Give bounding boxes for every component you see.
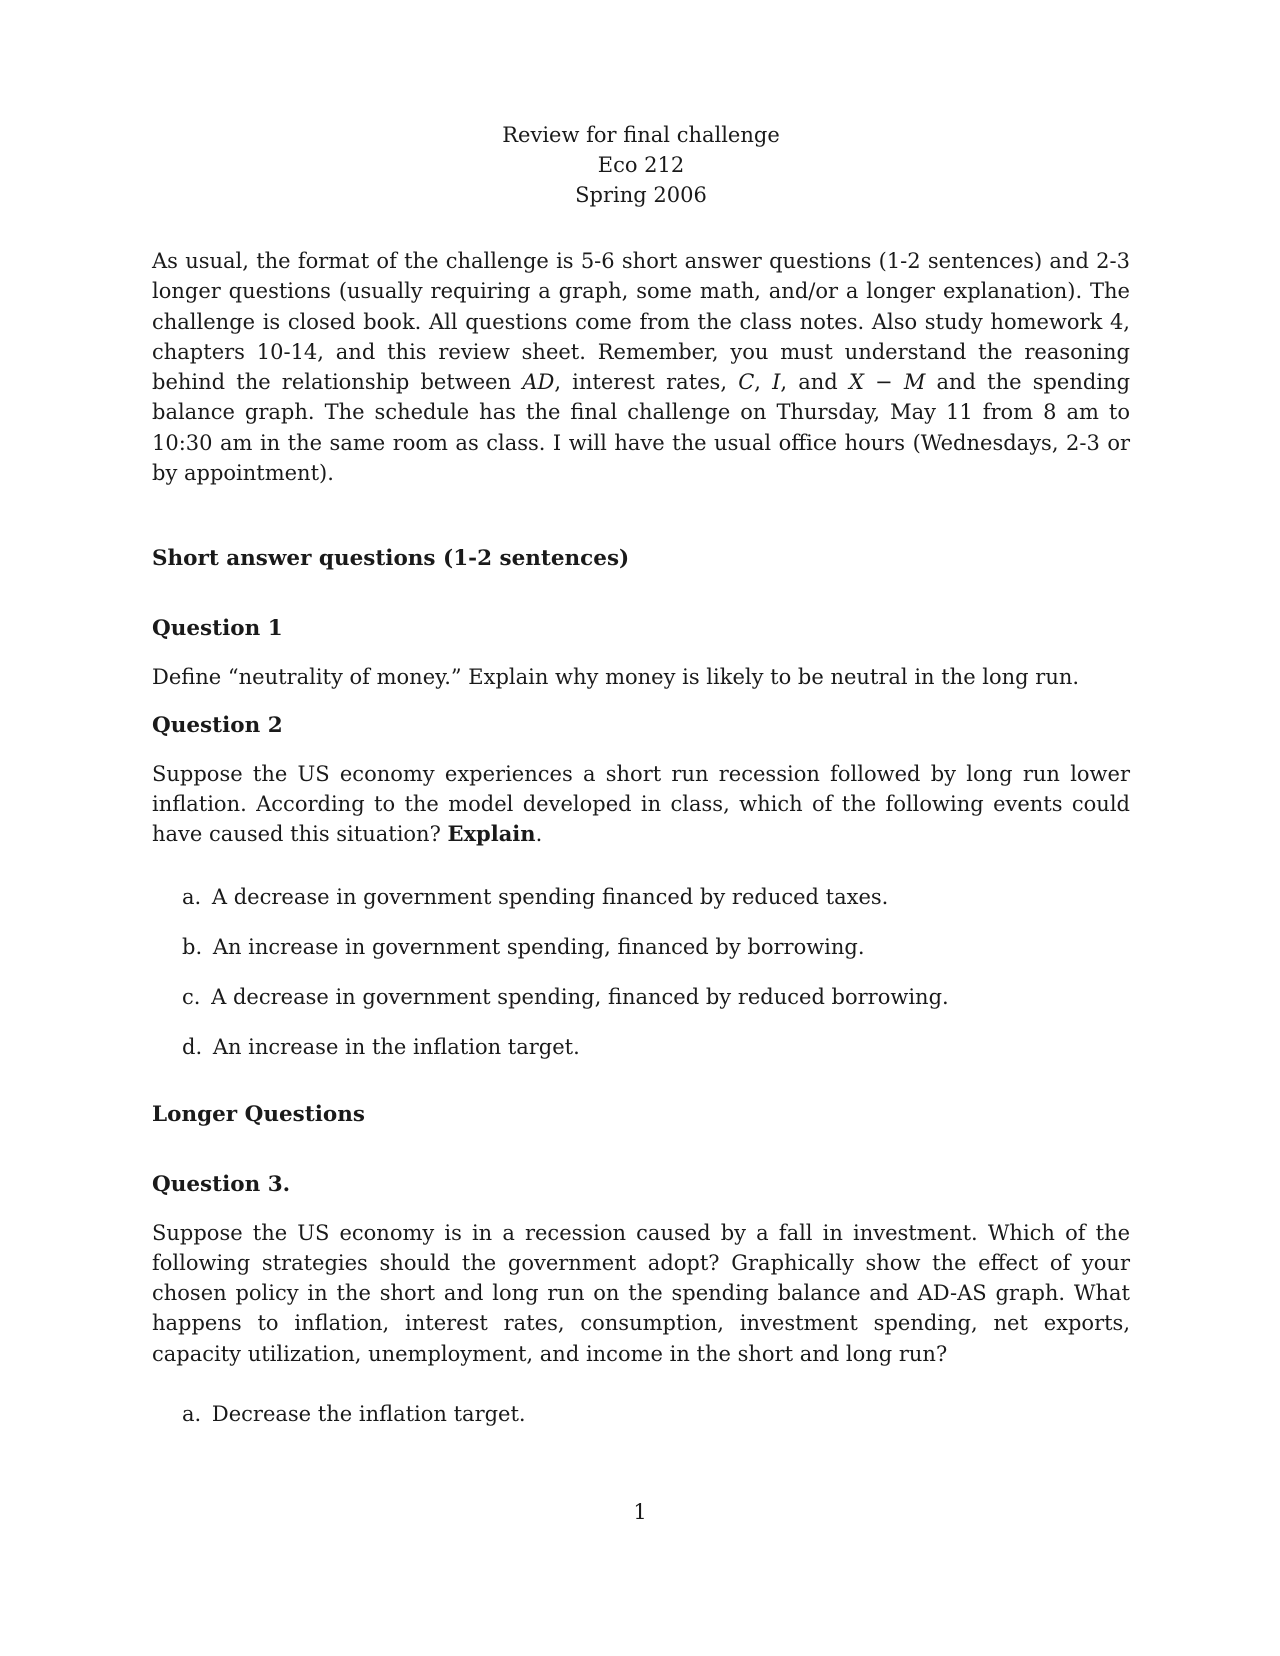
- question-3-title: Question 3.: [152, 1171, 291, 1197]
- choice-marker: a.: [182, 1402, 202, 1427]
- document-title: Review for final challenge: [502, 123, 780, 147]
- choice-text: Decrease the inflation target.: [211, 1402, 526, 1427]
- document-page: [152, 120, 1130, 1449]
- math-ad: AD: [522, 370, 555, 395]
- intro-sep-1: , interest rates,: [554, 370, 739, 395]
- short-answer-heading: Short answer questions (1-2 sentences): [152, 546, 630, 572]
- question-3-text: Suppose the US economy is in a recession caused by a fall in investment. Which of the following strategies should the government adopt? Graphically show the effect of your chosen policy in the short and long run on the spending balance and AD-AS graph. What happens to inflation, interest rates, consumption, investment spending, net exports, capacity utilization, unemployment, and income in the short and long run?: [152, 1220, 1130, 1366]
- course-name: Eco 212: [597, 153, 685, 177]
- question-3-choices: [152, 1399, 1130, 1429]
- page-number: 1: [633, 1500, 647, 1524]
- choice-text: An increase in government spending, financed by borrowing.: [212, 934, 865, 959]
- choice-marker: b.: [182, 934, 203, 959]
- list-item: [182, 982, 1130, 1012]
- list-item: [182, 932, 1130, 962]
- intro-paragraph: [152, 246, 1130, 488]
- choice-text: An increase in the inflation target.: [212, 1034, 580, 1059]
- choice-text: A decrease in government spending, financed by reduced borrowing.: [211, 984, 949, 1009]
- list-item: [182, 1032, 1130, 1062]
- intro-sep-2: ,: [754, 370, 773, 395]
- question-2-emphasis: Explain: [447, 821, 536, 847]
- term-label: Spring 2006: [575, 183, 707, 207]
- longer-questions-heading: Longer Questions: [152, 1101, 365, 1127]
- choice-marker: a.: [182, 884, 202, 909]
- intro-text-1: As usual, the format of the challenge is 5-6 short answer questions (1-2 sentences) and 2-3 longer questions (usually requiring a graph, some math, and/or a longer explanation). The challenge is closed book. All questions come from the class notes. Also study homework 4, chapters 10-14, and this review sheet. Remember, you must understand the reasoning behind the relationship between: [152, 249, 1130, 395]
- choice-text: A decrease in government spending financed by reduced taxes.: [211, 884, 889, 909]
- document-header: [152, 120, 1130, 210]
- intro-sep-3: , and: [780, 370, 849, 395]
- question-1-title: Question 1: [152, 616, 283, 642]
- question-2-body: Suppose the US economy experiences a short run recession followed by long run lower inflation. According to the model developed in class, which of the following events could have caused this situation?: [152, 761, 1130, 847]
- math-i: I: [772, 370, 781, 395]
- choice-marker: c.: [182, 984, 201, 1009]
- question-2-end: .: [535, 822, 543, 847]
- question-1-text: Define “neutrality of money.” Explain why money is likely to be neutral in the long run.: [152, 665, 1080, 690]
- question-2-choices: [152, 882, 1130, 1062]
- math-x-minus-m: X − M: [848, 370, 926, 395]
- list-item: [182, 1399, 1130, 1429]
- choice-marker: d.: [182, 1034, 203, 1059]
- intro-text-2: and the spending balance graph. The schedule has the final challenge on Thursday, May 11 from 8 am to 10:30 am in the same room as class. I will have the usual office hours (Wednesdays, 2-3 or by appointment).: [152, 370, 1131, 486]
- question-2-text: [152, 759, 1130, 850]
- question-2-title: Question 2: [152, 712, 283, 738]
- list-item: [182, 882, 1130, 912]
- math-c: C: [738, 370, 755, 395]
